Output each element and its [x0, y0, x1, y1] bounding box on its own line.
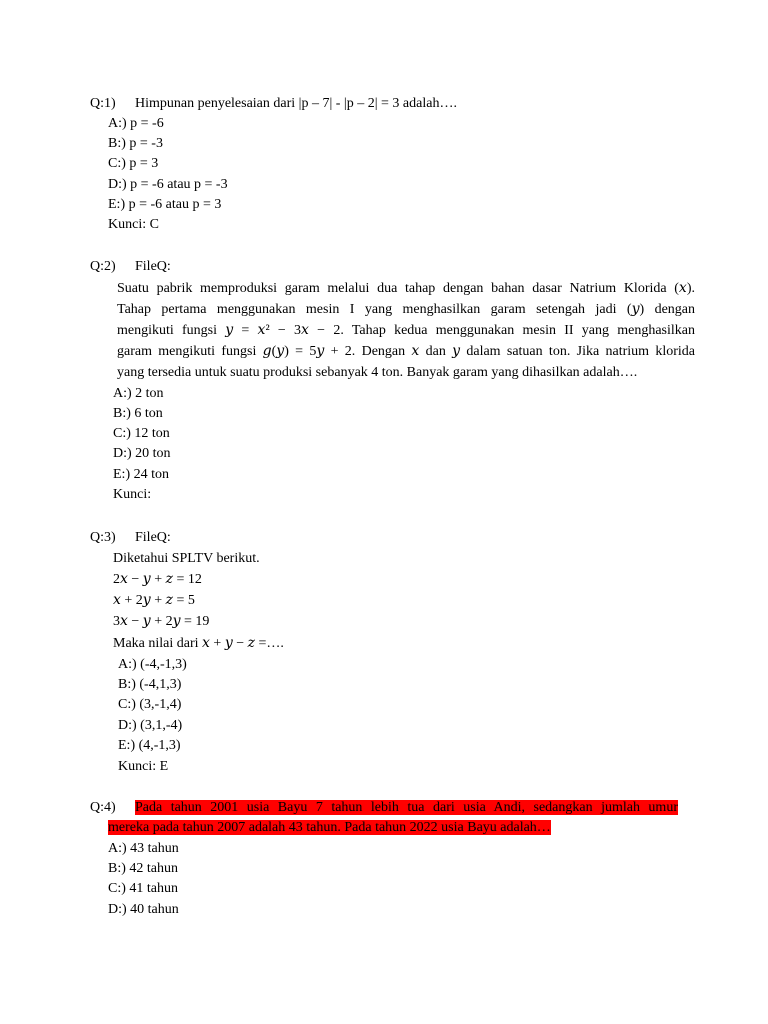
question-4-line-1 [108, 798, 678, 818]
question-2-head: FileQ: [135, 259, 171, 274]
question-3-option-e: E:) (4,-1,3) [118, 738, 181, 753]
question-3-answer-key: Kunci: E [118, 759, 169, 774]
question-4-highlight: mereka pada tahun 2007 adalah 43 tahun. Pada tahun 2022 usia Bayu adalah… [108, 820, 551, 835]
question-1-answer-key: Kunci: C [108, 217, 159, 232]
question-1-header [90, 94, 457, 114]
question-2-line: yang tersedia untuk suatu produksi sebanyak 4 ton. Banyak garam yang dihasilkan adalah…. [117, 365, 638, 380]
question-1-option-b: B:) p = -3 [108, 136, 163, 151]
question-3-number: Q:3) [90, 530, 116, 545]
question-2-option-b: B:) 6 ton [113, 406, 163, 421]
question-2-option-c: C:) 12 ton [113, 426, 170, 441]
question-4-line-2 [108, 818, 678, 838]
question-1-number: Q:1) [90, 96, 116, 111]
question-3-header [90, 528, 171, 548]
question-2-line: Suatu pabrik memproduksi garam melalui dua tahap dengan bahan dasar Natrium Klorida (𝑥). [117, 281, 695, 296]
question-3-equation: 2𝑥 − 𝑦 + 𝑧 = 12 [113, 572, 202, 587]
question-2-paragraph [117, 278, 695, 383]
question-3-option-a: A:) (-4,-1,3) [118, 657, 187, 672]
question-4-option-b: B:) 42 tahun [108, 861, 178, 876]
question-2-number: Q:2) [90, 259, 116, 274]
question-2-line: mengikuti fungsi 𝑦 = 𝑥² − 3𝑥 − 2. Tahap kedua menggunakan mesin II yang menghasilkan [117, 323, 695, 338]
question-3-equation: 3𝑥 − 𝑦 + 2𝑦 = 19 [113, 614, 210, 629]
question-3-intro: Diketahui SPLTV berikut. [113, 551, 260, 566]
question-2-answer-key: Kunci: [113, 487, 152, 502]
question-2-line: garam mengikuti fungsi 𝑔(𝑦) = 5𝑦 + 2. Dengan 𝑥 dan 𝑦 dalam satuan ton. Jika natrium klorida [117, 344, 695, 359]
question-3-question: Maka nilai dari 𝑥 + 𝑦 − 𝑧 =…. [113, 636, 284, 651]
question-2-option-d: D:) 20 ton [113, 446, 171, 461]
question-4-paragraph [108, 798, 678, 838]
question-1-text: Himpunan penyelesaian dari |p – 7| - |p – 2| = 3 adalah…. [135, 96, 457, 111]
question-1-option-c: C:) p = 3 [108, 156, 159, 171]
question-3-head: FileQ: [135, 530, 171, 545]
question-4-option-d: D:) 40 tahun [108, 902, 179, 917]
question-3-option-b: B:) (-4,1,3) [118, 677, 182, 692]
question-4-option-a: A:) 43 tahun [108, 841, 179, 856]
question-3-equation: 𝑥 + 2𝑦 + 𝑧 = 5 [113, 593, 195, 608]
question-3-option-d: D:) (3,1,-4) [118, 718, 183, 733]
question-1-option-e: E:) p = -6 atau p = 3 [108, 197, 222, 212]
question-4-number: Q:4) [90, 800, 116, 815]
question-1-option-a: A:) p = -6 [108, 116, 164, 131]
question-1-option-d: D:) p = -6 atau p = -3 [108, 177, 228, 192]
question-4-option-c: C:) 41 tahun [108, 881, 178, 896]
question-2-option-a: A:) 2 ton [113, 386, 164, 401]
question-2-option-e: E:) 24 ton [113, 467, 169, 482]
question-2-line: Tahap pertama menggunakan mesin I yang menghasilkan garam setengah jadi (𝑦) dengan [117, 302, 695, 317]
question-2-header [90, 257, 171, 277]
question-4-highlight: Pada tahun 2001 usia Bayu 7 tahun lebih tua dari usia Andi, sedangkan jumlah umur [135, 800, 678, 815]
question-3-option-c: C:) (3,-1,4) [118, 697, 182, 712]
